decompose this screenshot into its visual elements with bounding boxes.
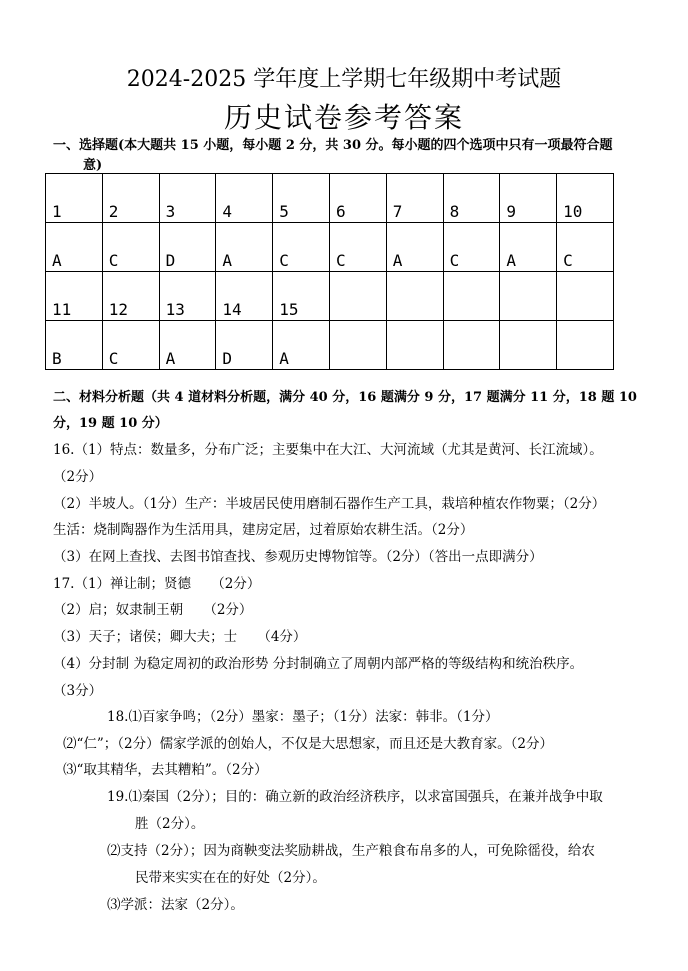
table-cell — [557, 272, 614, 321]
q18-part2: ⑵“仁”；（2分）儒家学派的创始人，不仅是大思想家，而且还是大教育家。（2分） — [63, 736, 553, 752]
q17-part4: （4）分封制 为稳定周初的政治形势 分封制确立了周朝内部严格的等级结构和统治秩序。 — [53, 656, 584, 672]
table-cell: 12 — [102, 272, 159, 321]
table-cell — [386, 321, 443, 370]
table-cell: 6 — [329, 174, 386, 223]
table-cell: A — [46, 223, 103, 272]
q19-part2: ⑵支持（2分）；因为商鞅变法奖励耕战，生产粮食布帛多的人，可免除徭役，给农 — [107, 843, 595, 859]
table-cell: A — [500, 223, 557, 272]
table-cell: 13 — [159, 272, 216, 321]
table-cell: A — [386, 223, 443, 272]
table-row — [46, 174, 614, 223]
table-row — [46, 223, 614, 272]
section1-heading-cont: 意) — [83, 158, 103, 173]
table-cell: 14 — [216, 272, 273, 321]
q17-part4-score: （3分） — [53, 683, 103, 699]
table-cell: A — [159, 321, 216, 370]
table-cell: 7 — [386, 174, 443, 223]
table-cell: 5 — [273, 174, 330, 223]
q19-part2-cont: 民带来实实在在的好处（2分）。 — [135, 870, 326, 886]
table-row — [46, 321, 614, 370]
q17-part1: 17.（1）禅让制；贤德 （2分） — [53, 576, 261, 592]
table-cell: 15 — [273, 272, 330, 321]
q17-part3: （3）天子；诸侯；卿大夫；士 （4分） — [53, 629, 307, 645]
q19-part3: ⑶学派：法家（2分）。 — [107, 897, 244, 913]
table-cell — [329, 272, 386, 321]
table-cell — [443, 321, 500, 370]
table-cell — [557, 321, 614, 370]
table-cell: A — [273, 321, 330, 370]
section2-heading: 二、材料分析题（共 4 道材料分析题，满分 40 分，16 题满分 9 分，17 题满分 11 分，18 题 10 — [53, 390, 637, 405]
table-cell: C — [557, 223, 614, 272]
answer-key-title: 历史试卷参考答案 — [223, 101, 464, 134]
table-cell — [500, 321, 557, 370]
table-cell: C — [102, 223, 159, 272]
table-cell: A — [216, 223, 273, 272]
table-cell: 2 — [102, 174, 159, 223]
table-cell — [443, 272, 500, 321]
answer-table — [45, 173, 614, 370]
table-cell: 8 — [443, 174, 500, 223]
table-cell: C — [102, 321, 159, 370]
q16-part1-score: （2分） — [53, 469, 103, 485]
section1-heading: 一、选择题(本大题共 15 小题，每小题 2 分，共 30 分。每小题的四个选项中只有一项最符合题 — [53, 138, 613, 153]
q16-part1: 16.（1）特点：数量多，分布广泛；主要集中在大江、大河流域（尤其是黄河、长江流域）。 — [53, 442, 603, 458]
table-cell: 1 — [46, 174, 103, 223]
table-cell: C — [329, 223, 386, 272]
table-cell: 11 — [46, 272, 103, 321]
q16-part3: （3）在网上查找、去图书馆查找、参观历史博物馆等。（2分）（答出一点即满分） — [53, 549, 543, 565]
q19-part1: 19.⑴秦国（2分）；目的：确立新的政治经济秩序，以求富国强兵，在兼并战争中取 — [107, 789, 603, 805]
exam-title: 2024-2025 学年度上学期七年级期中考试题 — [126, 67, 562, 92]
table-cell: C — [443, 223, 500, 272]
q16-part2: （2）半坡人。（1分）生产：半坡居民使用磨制石器作生产工具，栽培种植农作物粟；（2分） — [53, 496, 606, 512]
table-row — [46, 272, 614, 321]
table-cell: D — [216, 321, 273, 370]
q16-part2-cont: 生活：烧制陶器作为生活用具，建房定居，过着原始农耕生活。（2分） — [53, 522, 474, 538]
table-cell — [500, 272, 557, 321]
table-cell: 3 — [159, 174, 216, 223]
table-cell: C — [273, 223, 330, 272]
table-cell: 4 — [216, 174, 273, 223]
table-cell: 9 — [500, 174, 557, 223]
table-cell: D — [159, 223, 216, 272]
q19-part1-cont: 胜（2分）。 — [135, 816, 205, 832]
q18-part3: ⑶“取其精华，去其糟粕”。（2分） — [63, 762, 268, 778]
table-cell: B — [46, 321, 103, 370]
q18-part1: 18.⑴百家争鸣；（2分）墨家：墨子；（1分）法家：韩非。（1分） — [107, 709, 499, 725]
table-cell — [386, 272, 443, 321]
table-cell — [329, 321, 386, 370]
q17-part2: （2）启；奴隶制王朝 （2分） — [53, 602, 253, 618]
table-cell: 10 — [557, 174, 614, 223]
section2-heading-cont: 分，19 题 10 分） — [53, 416, 168, 431]
